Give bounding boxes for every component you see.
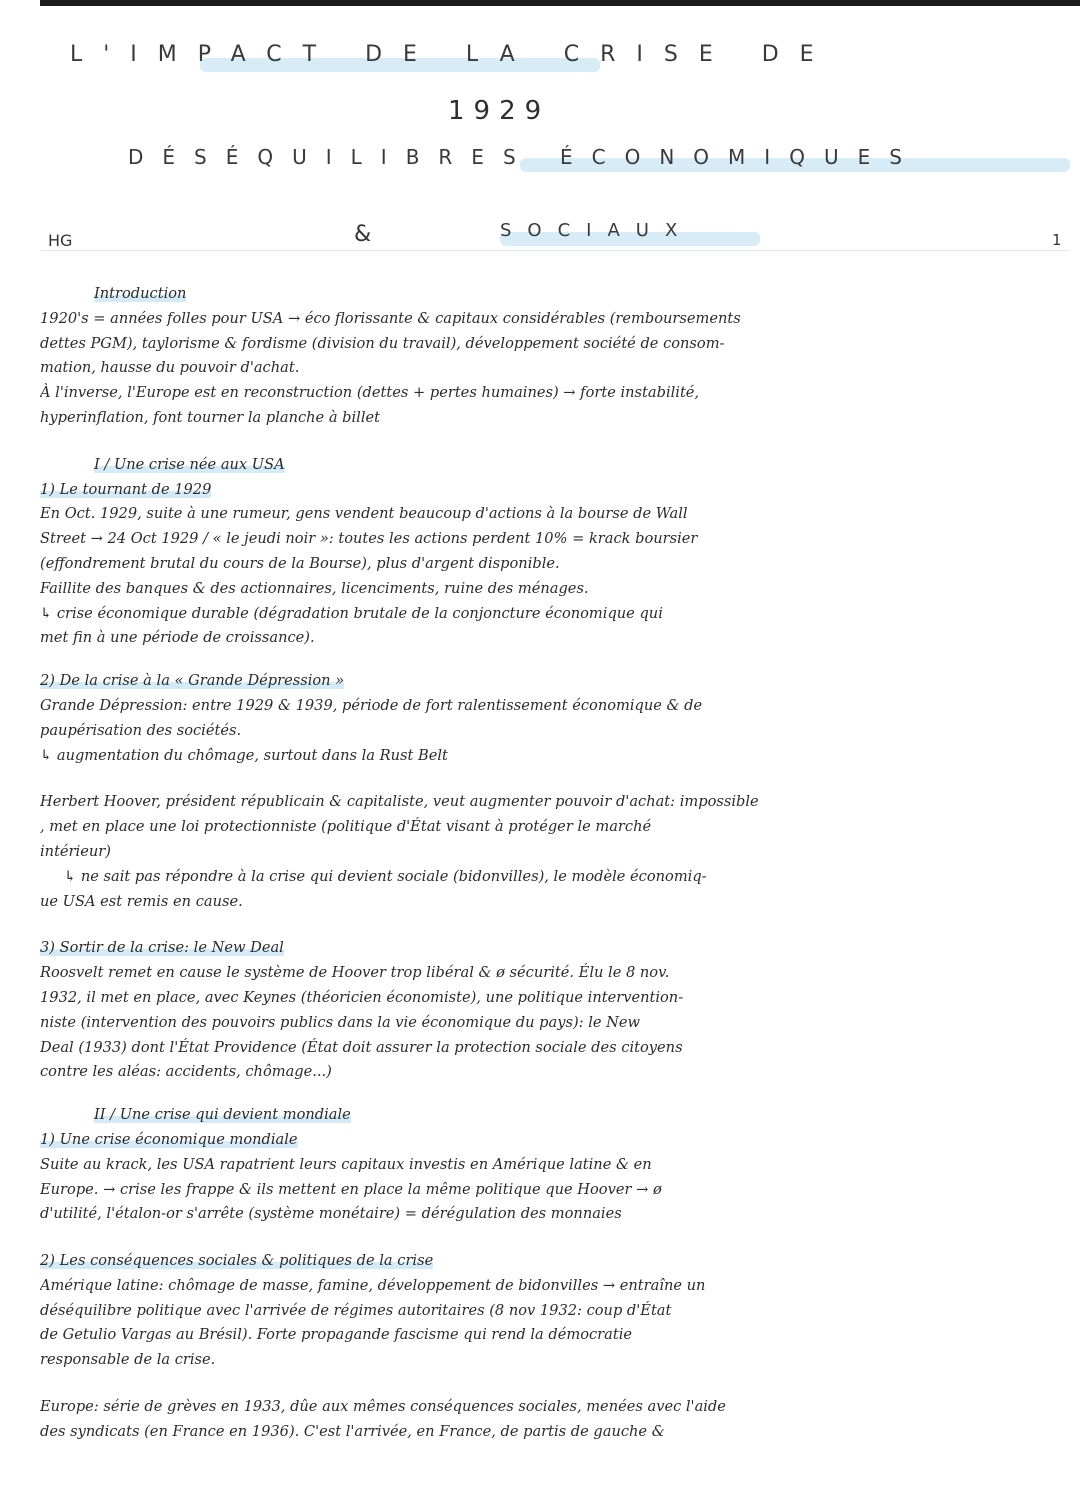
intro-line: hyperinflation, font tourner la planche à billet xyxy=(40,408,381,426)
intro-line: À l'inverse, l'Europe est en reconstruction (dettes + pertes humaines) → forte instabilité, xyxy=(40,384,700,402)
introduction-section xyxy=(40,282,1070,431)
part1-section xyxy=(40,453,1070,1085)
part1-s1-line: En Oct. 1929, suite à une rumeur, gens vendent beaucoup d'actions à la bourse de Wall xyxy=(40,505,688,523)
title-line-4: SOCIAUX xyxy=(500,220,694,241)
part2-s2-line: déséquilibre politique avec l'arrivée de régimes autoritaires (8 nov 1932: coup d'État xyxy=(40,1301,672,1319)
notes-body xyxy=(40,282,1070,1445)
part2-s2-heading: 2) Les conséquences sociales & politiques de la crise xyxy=(40,1252,434,1270)
part1-s1-line: Faillite des banques & des actionnaires, licenciments, ruine des ménages. xyxy=(40,579,589,597)
subject-tag: HG xyxy=(48,231,73,250)
part2-s2-line: de Getulio Vargas au Brésil). Forte propagande fascisme qui rend la démocratie xyxy=(40,1326,632,1344)
part1-s2-line: ↳ augmentation du chômage, surtout dans la Rust Belt xyxy=(40,746,448,764)
part1-s2-heading: 2) De la crise à la « Grande Dépression » xyxy=(40,672,345,690)
part1-heading: I / Une crise née aux USA xyxy=(94,455,285,473)
part2-section xyxy=(40,1103,1070,1445)
part1-s3-line: Deal (1933) dont l'État Providence (État doit assurer la protection sociale des citoyens xyxy=(40,1038,683,1056)
part1-s1-line: ↳ crise économique durable (dégradation brutale de la conjoncture économique qui xyxy=(40,604,663,622)
header-rule xyxy=(40,250,1070,251)
part1-s2b-line: , met en place une loi protectionniste (politique d'État visant à protéger le marché xyxy=(40,818,652,836)
introduction-heading: Introduction xyxy=(94,285,187,302)
page-number: 1 xyxy=(1052,231,1062,249)
intro-line: dettes PGM), taylorisme & fordisme (division du travail), développement société de consom- xyxy=(40,334,725,352)
title-year: 1929 xyxy=(448,96,551,126)
part1-s3-line: contre les aléas: accidents, chômage...) xyxy=(40,1063,332,1081)
part1-s2b-line: ue USA est remis en cause. xyxy=(40,892,243,910)
title-line-3: DÉSÉQUILIBRES ÉCONOMIQUES xyxy=(128,145,921,169)
part1-s1-line: (effondrement brutal du cours de la Bourse), plus d'argent disponible. xyxy=(40,554,560,572)
part2-s1-line: d'utilité, l'étalon-or s'arrête (système monétaire) = dérégulation des monnaies xyxy=(40,1205,622,1223)
part2-s2-line: Amérique latine: chômage de masse, famine, développement de bidonvilles → entraîne un xyxy=(40,1276,706,1294)
part1-s3-line: Roosvelt remet en cause le système de Hoover trop libéral & ø sécurité. Élu le 8 nov. xyxy=(40,964,670,982)
part1-s3-line: 1932, il met en place, avec Keynes (théoricien économiste), une politique intervention- xyxy=(40,988,684,1006)
part1-s2b-line: intérieur) xyxy=(40,842,111,860)
part1-s3-line: niste (intervention des pouvoirs publics dans la vie économique du pays): le New xyxy=(40,1013,641,1031)
part1-s2-line: paupérisation des sociétés. xyxy=(40,721,242,739)
part2-s2-line: responsable de la crise. xyxy=(40,1351,216,1369)
intro-line: mation, hausse du pouvoir d'achat. xyxy=(40,359,300,377)
title-line-1: L'IMPACT DE LA CRISE DE xyxy=(70,42,835,67)
part2-s1-heading: 1) Une crise économique mondiale xyxy=(40,1130,298,1148)
part1-s2-line: Grande Dépression: entre 1929 & 1939, période de fort ralentissement économique & de xyxy=(40,696,703,714)
part2-s1-line: Suite au krack, les USA rapatrient leurs capitaux investis en Amérique latine & en xyxy=(40,1155,652,1173)
page-top-edge xyxy=(40,0,1080,6)
part2-s1-line: Europe. → crise les frappe & ils mettent en place la même politique que Hoover → ø xyxy=(40,1180,662,1198)
part1-s2b-line: ↳ ne sait pas répondre à la crise qui devient sociale (bidonvilles), le modèle économiq- xyxy=(64,867,707,885)
part1-s1-line: met fin à une période de croissance). xyxy=(40,629,315,647)
part1-s3-heading: 3) Sortir de la crise: le New Deal xyxy=(40,939,284,957)
title-ampersand: & xyxy=(354,222,372,247)
part1-s2b-line: Herbert Hoover, président républicain & capitaliste, veut augmenter pouvoir d'achat: impossible xyxy=(40,793,759,811)
part2-s2b-line: Europe: série de grèves en 1933, dûe aux mêmes conséquences sociales, menées avec l'aide xyxy=(40,1398,726,1416)
part1-s1-line: Street → 24 Oct 1929 / « le jeudi noir »: toutes les actions perdent 10% = krack boursier xyxy=(40,530,698,548)
part1-s1-heading: 1) Le tournant de 1929 xyxy=(40,480,212,498)
intro-line: 1920's = années folles pour USA → éco florissante & capitaux considérables (remboursements xyxy=(40,309,741,327)
part2-heading: II / Une crise qui devient mondiale xyxy=(94,1106,351,1124)
part2-s2b-line: des syndicats (en France en 1936). C'est l'arrivée, en France, de partis de gauche & xyxy=(40,1422,665,1440)
